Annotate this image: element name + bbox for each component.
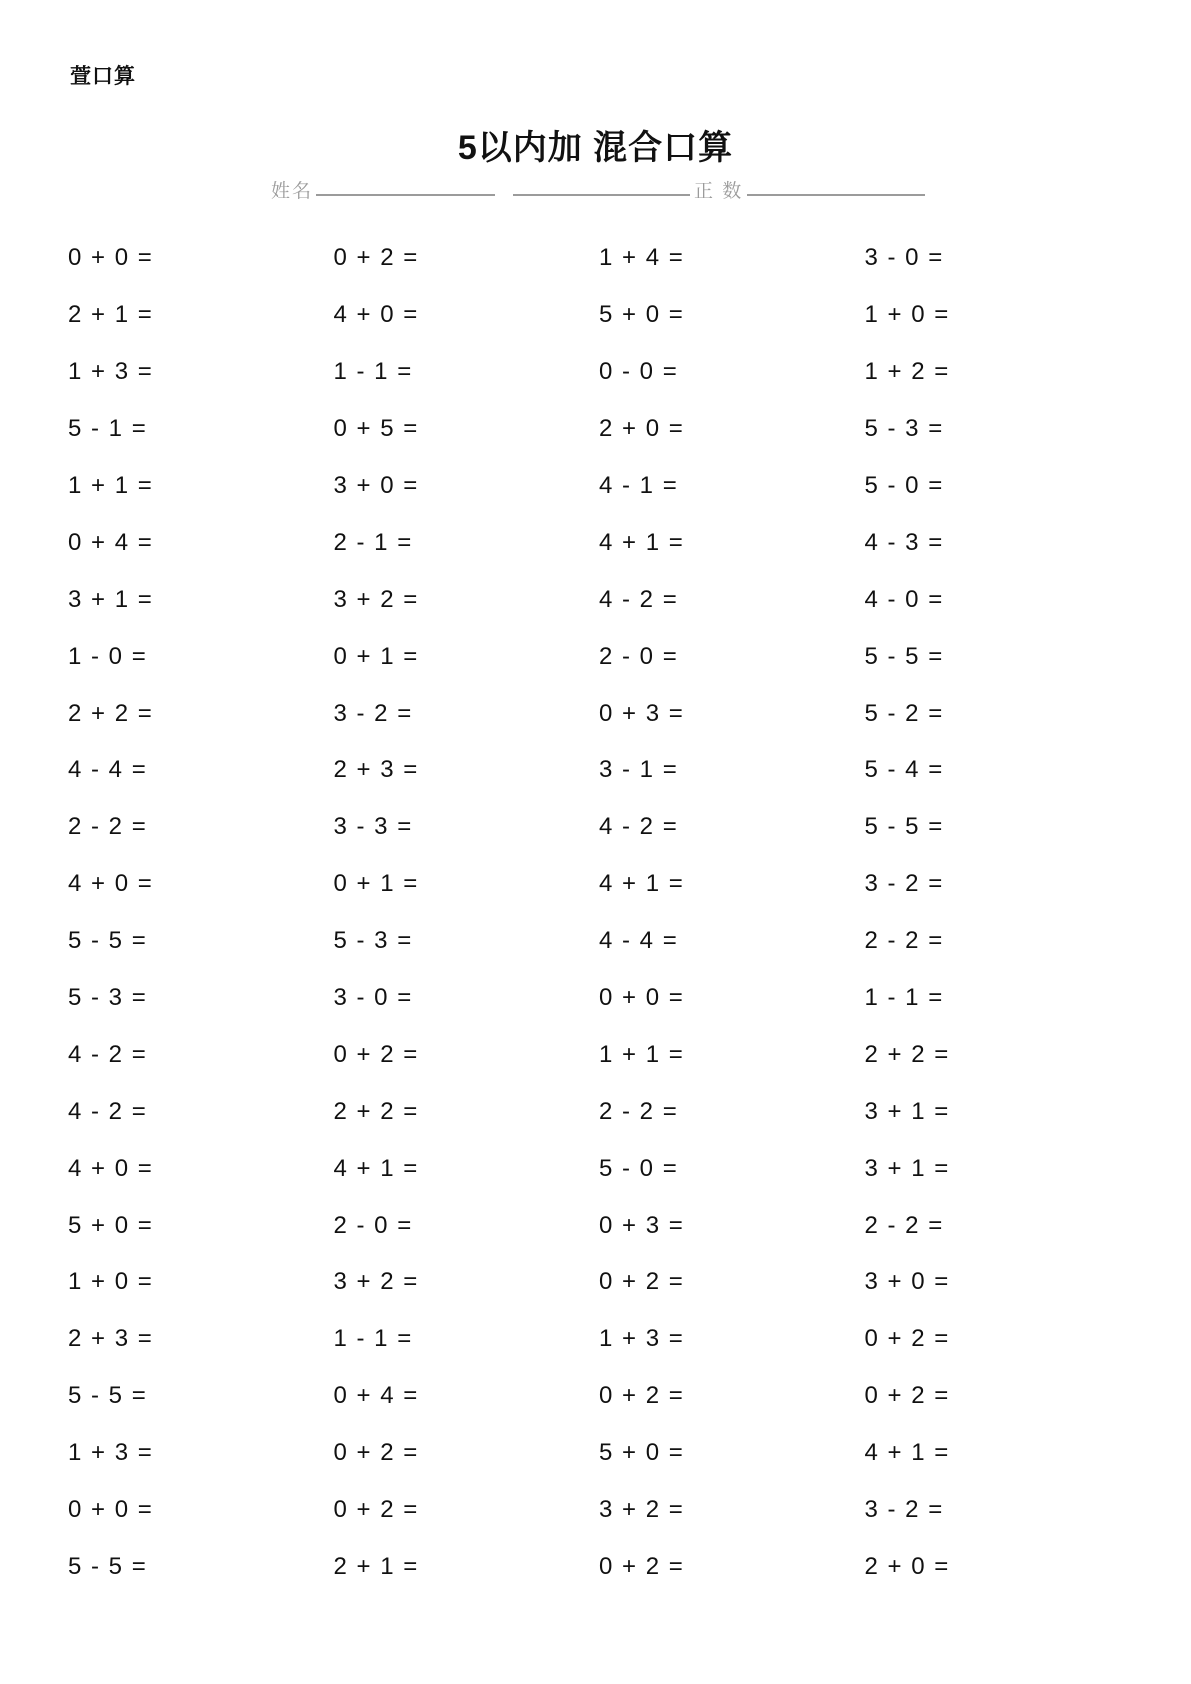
problem: 0 + 1 = (333, 642, 418, 670)
problem: 0 + 0 = (68, 244, 152, 272)
problem: 0 + 1 = (333, 870, 418, 898)
problem: 5 - 5 = (68, 927, 146, 955)
problem: 0 + 2 = (333, 1040, 418, 1068)
problem: 0 + 5 = (333, 415, 418, 443)
problem: 5 - 1 = (68, 415, 146, 443)
problem: 4 - 2 = (599, 813, 677, 841)
problem: 3 - 2 = (333, 699, 412, 727)
problem: 4 - 4 = (68, 756, 146, 784)
problem: 5 - 5 = (68, 1552, 146, 1580)
problem: 3 + 2 = (599, 1496, 683, 1524)
problem: 1 + 2 = (864, 358, 949, 386)
problem: 1 + 4 = (599, 244, 683, 272)
problem: 3 + 0 = (864, 1268, 949, 1296)
problem: 3 + 1 = (68, 585, 152, 613)
problem: 5 - 5 = (864, 642, 943, 670)
problem: 4 - 2 = (599, 585, 677, 613)
problem: 2 - 2 = (599, 1097, 677, 1125)
problem: 1 + 1 = (599, 1040, 683, 1068)
problem: 5 - 4 = (864, 756, 943, 784)
problem: 4 - 2 = (68, 1040, 146, 1068)
problem: 0 + 2 = (864, 1325, 949, 1353)
problem: 3 + 2 = (333, 585, 418, 613)
problem: 4 - 2 = (68, 1097, 146, 1125)
problem: 2 - 0 = (333, 1211, 412, 1239)
problem: 1 + 1 = (68, 472, 152, 499)
problem: 2 + 0 = (599, 415, 683, 443)
problem: 5 - 3 = (333, 927, 412, 955)
problem: 4 + 0 = (68, 1154, 152, 1182)
problem: 0 + 0 = (599, 984, 683, 1012)
problem: 4 - 3 = (864, 528, 943, 556)
problem: 4 + 1 = (333, 1154, 418, 1182)
problem: 3 - 2 = (864, 1496, 943, 1524)
problem: 3 + 1 = (864, 1097, 949, 1125)
problem: 4 - 1 = (599, 472, 677, 499)
problem: 1 + 0 = (864, 301, 949, 329)
problem: 0 + 2 = (333, 1439, 418, 1467)
problem: 0 + 3 = (599, 699, 683, 727)
problem: 5 + 0 = (599, 1439, 683, 1467)
problem: 3 - 0 = (333, 984, 412, 1012)
problem: 2 - 1 = (333, 528, 412, 556)
problem: 0 - 0 = (599, 358, 677, 386)
problem: 0 + 2 = (333, 244, 418, 272)
problem: 1 - 1 = (864, 984, 943, 1012)
problem: 1 - 0 = (68, 642, 146, 670)
name-score-row (0, 170, 1191, 204)
problem: 5 - 5 = (68, 1382, 146, 1410)
problem: 0 + 4 = (68, 528, 152, 556)
problem: 5 - 0 = (864, 472, 943, 499)
problem: 0 + 2 = (599, 1552, 683, 1580)
problems-grid (68, 230, 1130, 1595)
problem: 4 + 0 = (333, 301, 418, 329)
problem: 3 - 3 = (333, 813, 412, 841)
problem: 5 - 3 = (68, 984, 146, 1012)
problem: 0 + 3 = (599, 1211, 683, 1239)
problem: 2 + 0 = (864, 1552, 949, 1580)
problem: 1 + 3 = (599, 1325, 683, 1353)
problem: 4 + 1 = (599, 870, 683, 898)
problem: 1 + 3 = (68, 1439, 152, 1467)
problem: 4 - 0 = (864, 585, 943, 613)
problem: 5 - 3 = (864, 415, 943, 443)
problem: 0 + 2 = (599, 1382, 683, 1410)
problem: 2 + 2 = (68, 699, 152, 727)
problem: 3 + 1 = (864, 1154, 949, 1182)
problem: 5 - 5 = (864, 813, 943, 841)
problem: 0 + 2 = (333, 1496, 418, 1524)
problem: 3 + 0 = (333, 472, 418, 499)
problem: 2 - 2 = (864, 1211, 943, 1239)
problem: 3 - 0 = (864, 244, 943, 272)
problem: 1 + 3 = (68, 358, 152, 386)
problem: 2 - 0 = (599, 642, 677, 670)
problem: 0 + 2 = (864, 1382, 949, 1410)
problem: 4 + 1 = (864, 1439, 949, 1467)
problem: 1 + 0 = (68, 1268, 152, 1296)
middle-blank-line (513, 194, 690, 196)
problem: 2 + 1 = (68, 301, 152, 329)
name-label: 姓名 (271, 181, 314, 202)
problem: 3 + 2 = (333, 1268, 418, 1296)
problem: 4 + 1 = (599, 528, 683, 556)
problem: 1 - 1 = (333, 358, 412, 386)
problem: 4 - 4 = (599, 927, 677, 955)
problem: 0 + 2 = (599, 1268, 683, 1296)
score-label: 正 数 (694, 181, 744, 202)
problem: 2 + 2 = (333, 1097, 418, 1125)
problem: 3 - 2 = (864, 870, 943, 898)
problem: 2 - 2 = (864, 927, 943, 955)
name-blank-line (316, 194, 495, 196)
site-brand: 萱口算 (70, 65, 136, 88)
problem: 2 - 2 = (68, 813, 146, 841)
problem: 0 + 0 = (68, 1496, 152, 1524)
worksheet-title: 5以内加 混合口算 (457, 129, 734, 167)
problem: 1 - 1 = (333, 1325, 412, 1353)
problem: 2 + 1 = (333, 1552, 418, 1580)
problem: 5 + 0 = (68, 1211, 152, 1239)
problem: 2 + 3 = (333, 756, 418, 784)
problem: 2 + 2 = (864, 1040, 949, 1068)
problem: 3 - 1 = (599, 756, 677, 784)
problem: 4 + 0 = (68, 870, 152, 898)
problem: 0 + 4 = (333, 1382, 418, 1410)
problem: 5 + 0 = (599, 301, 683, 329)
problem: 2 + 3 = (68, 1325, 152, 1353)
score-blank-line (747, 194, 925, 196)
problem: 5 - 0 = (599, 1154, 677, 1182)
problem: 5 - 2 = (864, 699, 943, 727)
